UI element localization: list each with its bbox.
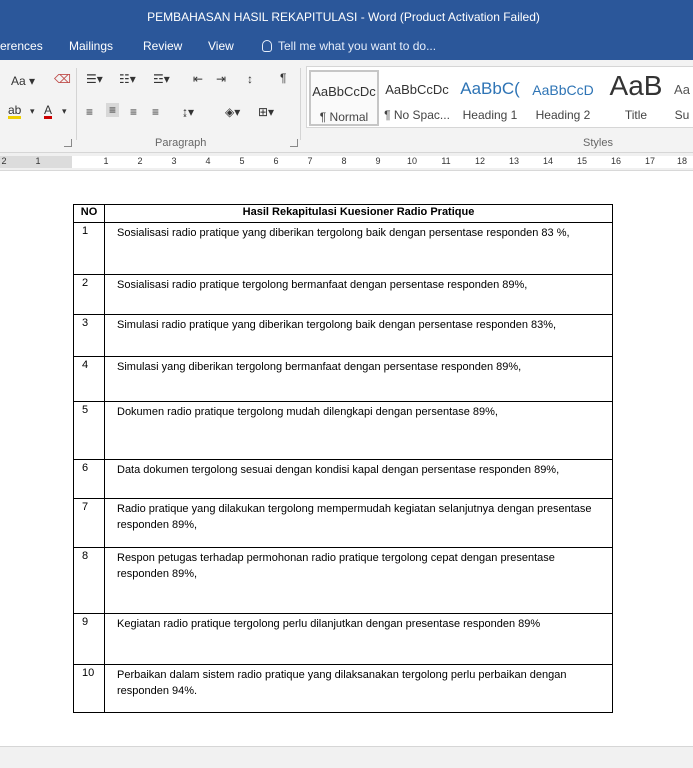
ruler-number: 11 <box>441 156 451 166</box>
tell-me-box[interactable] <box>262 39 436 53</box>
horizontal-ruler[interactable] <box>0 153 693 171</box>
change-case-label: Aa <box>11 74 26 88</box>
row-text[interactable]: Simulasi yang diberikan tergolong bermanfaat dengan persentase responden 89%, <box>105 357 613 402</box>
row-number[interactable]: 6 <box>74 460 105 499</box>
status-bar <box>0 746 693 768</box>
table-row <box>74 665 613 713</box>
clear-formatting-icon[interactable]: ⌫ <box>54 72 71 86</box>
highlight-dropdown-icon[interactable]: ▾ <box>30 106 35 116</box>
numbering-icon[interactable]: ☷▾ <box>119 72 136 86</box>
ruler-number: 18 <box>676 156 687 166</box>
tab-view[interactable]: View <box>208 39 234 53</box>
style-sample: Aa <box>674 82 690 97</box>
ruler-number: 16 <box>610 156 621 166</box>
header-no[interactable]: NO <box>74 205 105 223</box>
row-text[interactable]: Sosialisasi radio pratique yang diberikan tergolong baik dengan persentase responden 83 %, <box>105 223 613 275</box>
paragraph-group-label: Paragraph <box>155 137 207 149</box>
window-title: PEMBAHASAN HASIL REKAPITULASI - Word (Product Activation Failed) <box>147 10 540 24</box>
recap-table[interactable] <box>73 204 613 713</box>
ruler-number: 14 <box>542 156 553 166</box>
style-name: ¶ Normal <box>319 110 369 124</box>
style-normal[interactable] <box>309 70 379 126</box>
style-name: Heading 1 <box>462 108 518 122</box>
ruler-number: 10 <box>406 156 417 166</box>
ruler-number: 17 <box>644 156 655 166</box>
show-formatting-icon[interactable]: ¶ <box>280 71 287 85</box>
align-left-icon[interactable]: ≡ <box>86 105 94 119</box>
styles-gallery <box>306 66 693 128</box>
ruler-number: 3 <box>171 156 177 166</box>
line-spacing-icon[interactable]: ↨▾ <box>182 105 195 119</box>
ruler-number: 15 <box>576 156 587 166</box>
tab-mailings[interactable]: Mailings <box>69 39 114 53</box>
style-name: Title <box>624 108 648 122</box>
borders-icon[interactable]: ⊞▾ <box>258 105 275 119</box>
ruler-number: 13 <box>508 156 519 166</box>
ruler-number: 1 <box>103 156 109 166</box>
ruler-number: 12 <box>474 156 485 166</box>
ruler-number: 2 <box>137 156 143 166</box>
ruler-number: 2 <box>1 156 7 166</box>
row-number[interactable]: 9 <box>74 614 105 665</box>
tell-me-text: Tell me what you want to do... <box>278 39 437 53</box>
justify-icon[interactable]: ≡ <box>152 105 160 119</box>
row-text[interactable]: Dokumen radio pratique tergolong mudah dilengkapi dengan persentase 89%, <box>105 402 613 460</box>
ruler-number: 5 <box>239 156 245 166</box>
ruler-number: 7 <box>307 156 313 166</box>
style-heading-1[interactable] <box>455 70 525 126</box>
ruler-number: 4 <box>205 156 211 166</box>
table-row <box>74 460 613 499</box>
style-sample: AaBbCcDc <box>385 82 449 97</box>
document-page[interactable] <box>0 171 693 746</box>
multilevel-list-icon[interactable]: ☲▾ <box>153 72 170 86</box>
style-title[interactable] <box>601 70 671 126</box>
row-number[interactable]: 7 <box>74 499 105 548</box>
row-text[interactable]: Respon petugas terhadap permohonan radio pratique tergolong cepat dengan presentase responden 89%, <box>105 548 613 614</box>
change-case-button[interactable]: Aa ▾ <box>11 74 36 88</box>
table-row <box>74 548 613 614</box>
shading-icon[interactable]: ◈▾ <box>225 105 241 119</box>
bullets-icon[interactable]: ☰▾ <box>86 72 103 86</box>
title-bar <box>0 0 693 34</box>
font-dialog-launcher-icon[interactable] <box>64 139 72 147</box>
row-text[interactable]: Radio pratique yang dilakukan tergolong mempermudah kegiatan selanjutnya dengan presentase responden 89%, <box>105 499 613 548</box>
increase-indent-icon[interactable]: ⇥ <box>216 72 227 86</box>
ribbon-separator <box>300 68 301 140</box>
ruler-number: 8 <box>341 156 347 166</box>
table-row <box>74 614 613 665</box>
tab-review[interactable]: Review <box>143 39 183 53</box>
font-color-icon[interactable]: A <box>44 103 53 117</box>
lightbulb-icon <box>262 40 272 52</box>
row-text[interactable]: Simulasi radio pratique yang diberikan tergolong baik dengan persentase responden 83%, <box>105 315 613 357</box>
style-sample: AaBbCcDc <box>312 84 376 99</box>
style-sample: AaBbCcD <box>532 82 594 98</box>
style-sample: AaBbC( <box>460 79 520 98</box>
table-row <box>74 223 613 275</box>
sort-icon[interactable]: ↕ <box>247 72 253 86</box>
row-text[interactable]: Perbaikan dalam sistem radio pratique yang dilaksanakan tergolong perlu perbaikan dengan responden 94%. <box>105 665 613 713</box>
style-name: ¶ No Spac... <box>384 108 450 122</box>
align-right-icon[interactable]: ≡ <box>130 105 138 119</box>
table-row <box>74 402 613 460</box>
font-color-dropdown-icon[interactable]: ▾ <box>62 106 67 116</box>
style-name: Heading 2 <box>535 108 591 122</box>
header-title[interactable]: Hasil Rekapitulasi Kuesioner Radio Pratique <box>105 205 613 223</box>
row-number[interactable]: 10 <box>74 665 105 713</box>
style-subtitle[interactable] <box>669 70 693 126</box>
decrease-indent-icon[interactable]: ⇤ <box>193 72 204 86</box>
ribbon <box>0 60 693 153</box>
row-number[interactable]: 8 <box>74 548 105 614</box>
table-row <box>74 275 613 315</box>
ruler-number: 6 <box>273 156 279 166</box>
ruler-track <box>0 156 693 168</box>
style-name: Su <box>674 108 690 122</box>
align-center-icon[interactable]: ≡ <box>106 103 119 117</box>
ruler-number: 1 <box>35 156 41 166</box>
ruler-number: 9 <box>375 156 381 166</box>
row-number[interactable]: 5 <box>74 402 105 460</box>
row-number[interactable]: 1 <box>74 223 105 275</box>
row-text[interactable]: Sosialisasi radio pratique tergolong bermanfaat dengan persentase responden 89%, <box>105 275 613 315</box>
row-text[interactable]: Data dokumen tergolong sesuai dengan kondisi kapal dengan persentase responden 89%, <box>105 460 613 499</box>
style-sample: AaB <box>609 70 663 101</box>
styles-group-label: Styles <box>583 137 613 149</box>
row-number[interactable]: 3 <box>74 315 105 357</box>
row-text[interactable]: Kegiatan radio pratique tergolong perlu dilanjutkan dengan presentase responden 89% <box>105 614 613 665</box>
table-row <box>74 357 613 402</box>
style-no-spacing[interactable] <box>382 70 452 126</box>
table-row <box>74 499 613 548</box>
row-number[interactable]: 4 <box>74 357 105 402</box>
row-number[interactable]: 2 <box>74 275 105 315</box>
paragraph-dialog-launcher-icon[interactable] <box>290 139 298 147</box>
ribbon-separator <box>76 68 77 140</box>
table-row <box>74 315 613 357</box>
style-heading-2[interactable] <box>528 70 598 126</box>
table-header-row <box>74 205 613 223</box>
text-highlight-icon[interactable]: ab <box>8 103 22 117</box>
tab-references[interactable]: erences <box>0 39 43 53</box>
ribbon-tabs <box>0 34 693 60</box>
